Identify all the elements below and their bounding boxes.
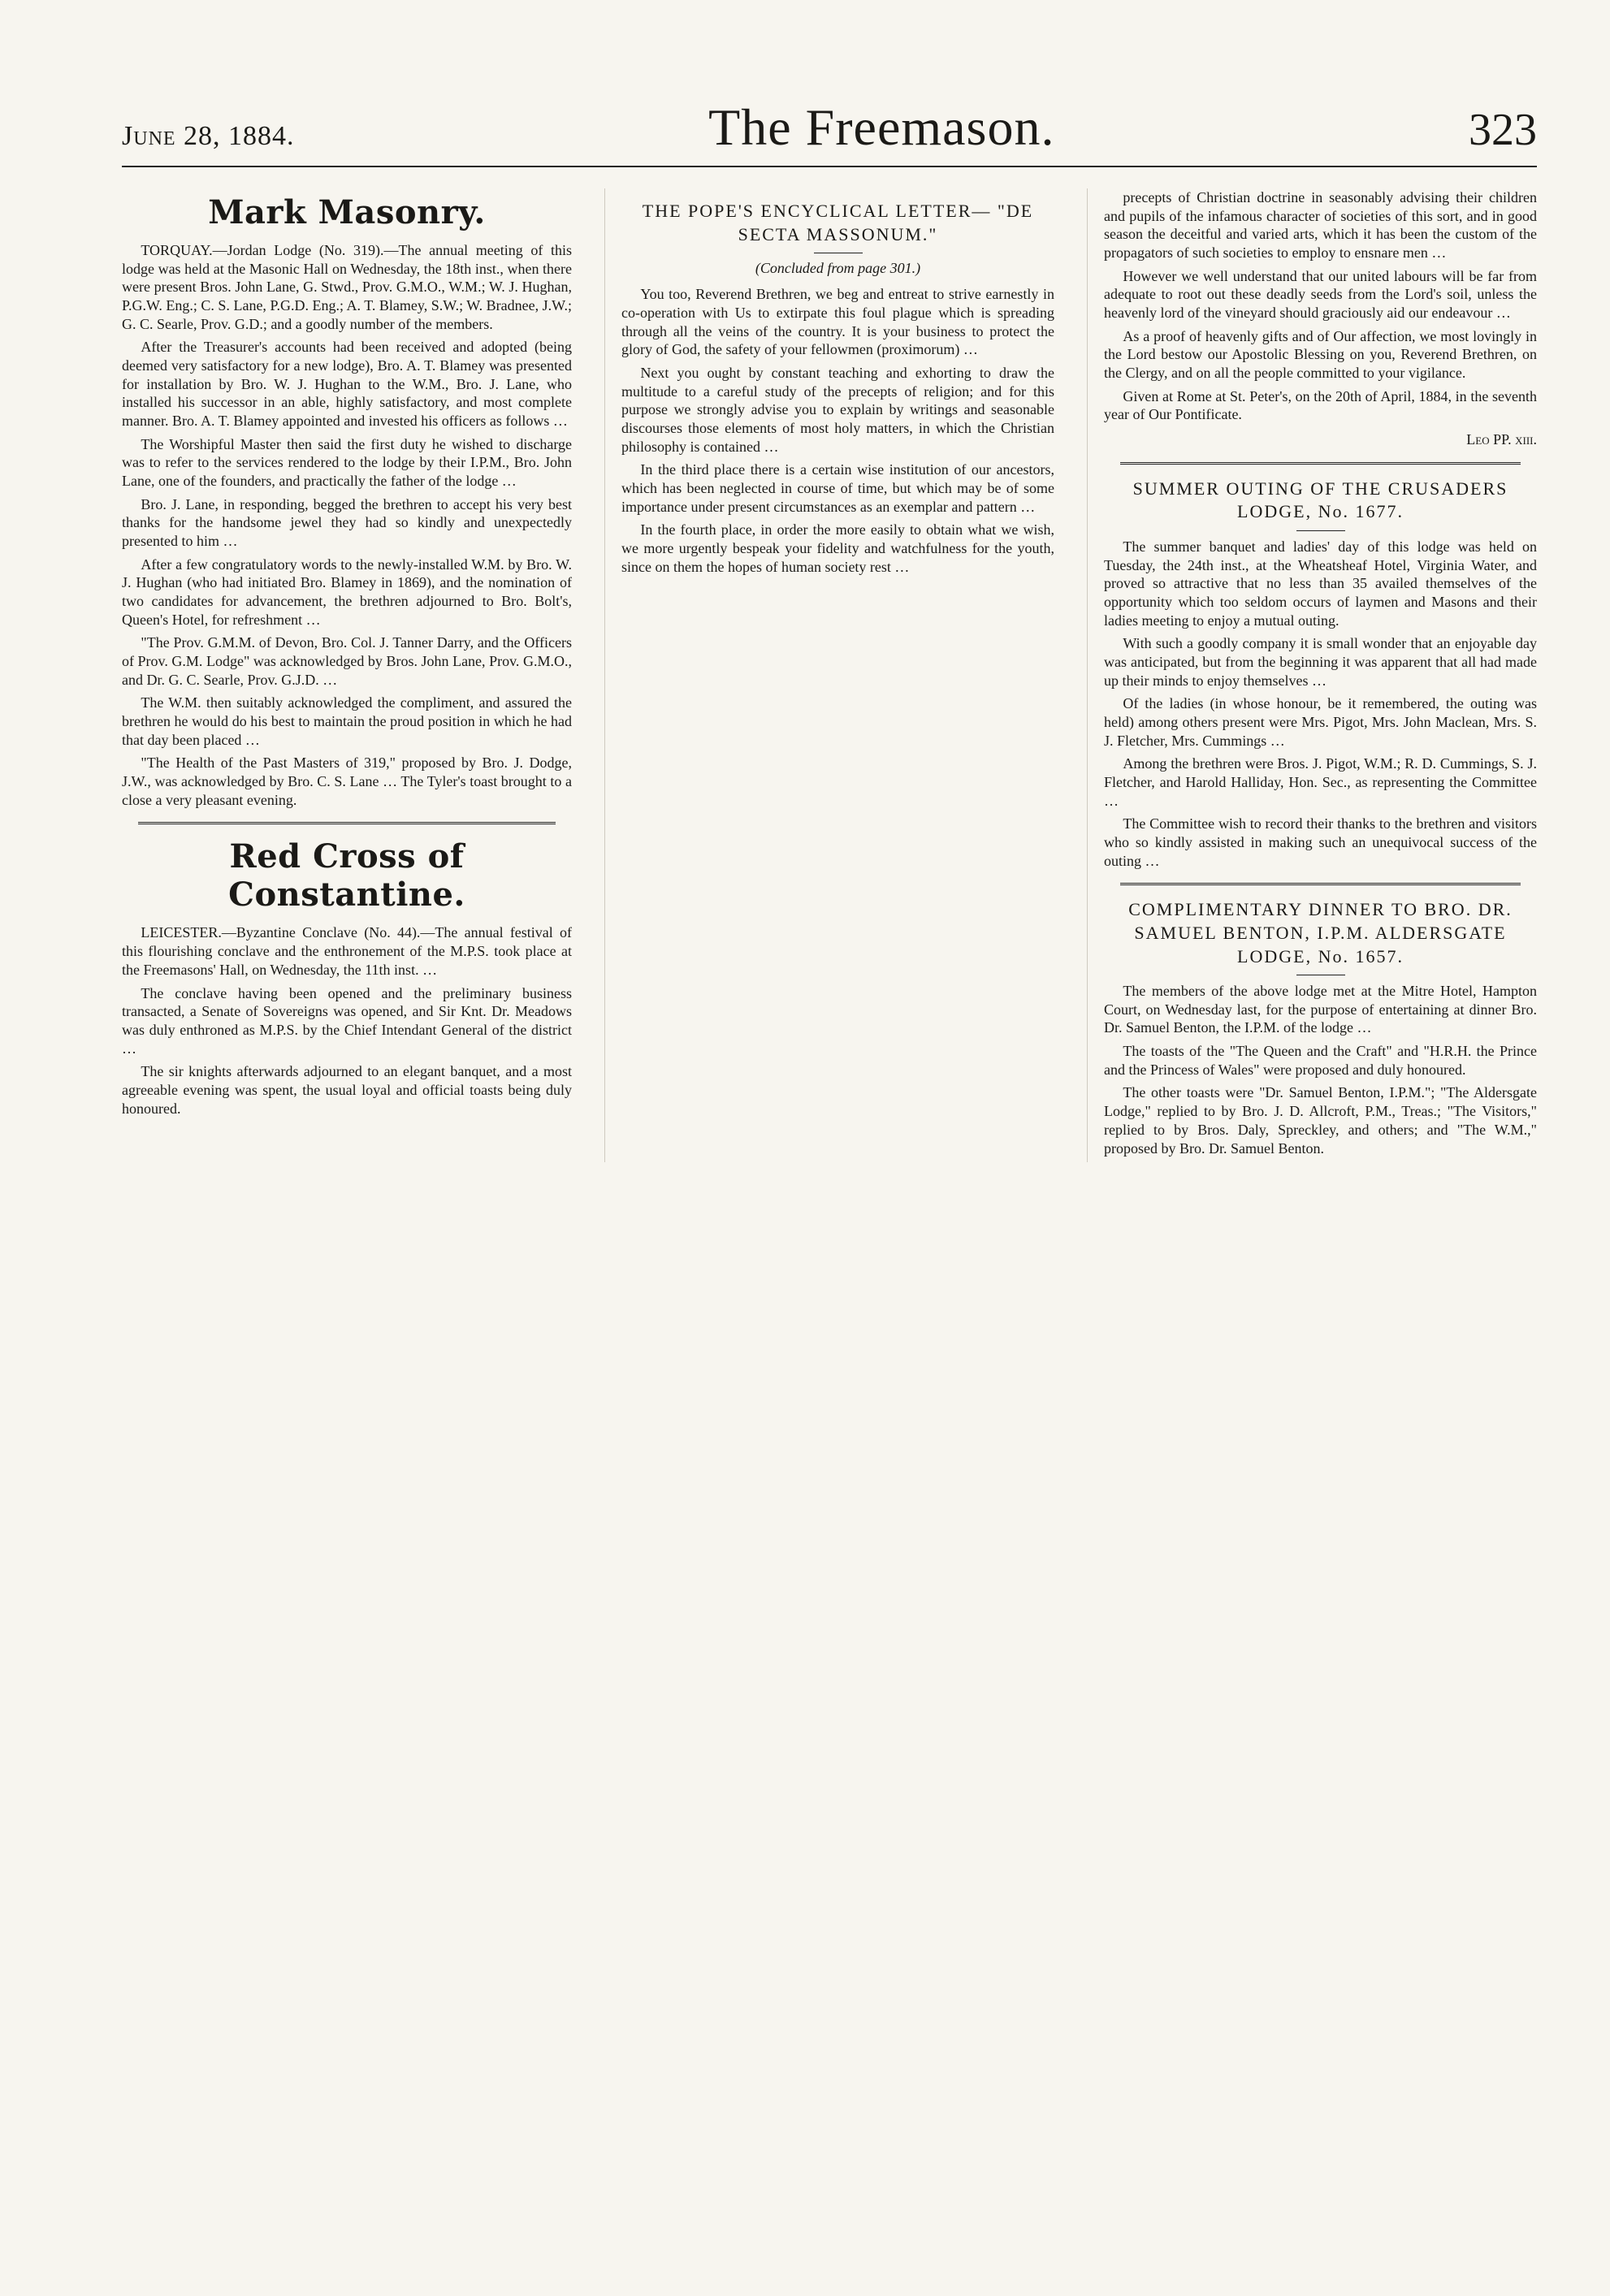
article-paragraph: The W.M. then suitably acknowledged the compliment, and assured the brethren he would do his best to maintain the proud position in which he had that day been placed … — [122, 694, 572, 748]
article-paragraph: LEICESTER.—Byzantine Conclave (No. 44).—The annual festival of this flourishing conclave and the enthronement of the M.P.S. took place at the Freemasons' Hall, on Wednesday, the 11th inst. … — [122, 924, 572, 978]
article-paragraph: However we well understand that our united labours will be far from adequate to root out these deadly seeds from the Lord's soil, unless the heavenly lord of the vineyard should graciously aid our endeavour … — [1104, 267, 1537, 322]
section-divider — [138, 822, 556, 824]
article-paragraph: With such a goodly company it is small wonder that an enjoyable day was anticipated, but from the beginning it was apparent that all had made up their minds to enjoy themselves … — [1104, 635, 1537, 689]
column-3 — [1087, 188, 1537, 1162]
red-cross-heading: Red Cross of Constantine. — [228, 837, 465, 915]
article-paragraph: "The Health of the Past Masters of 319," proposed by Bro. J. Dodge, J.W., was acknowledged by Bro. C. S. Lane … The Tyler's toast brought to a close a very pleasant evening. — [122, 755, 572, 808]
article-paragraph: Of the ladies (in whose honour, be it remembered, the outing was held) among others present were Mrs. Pigot, Mrs. John Maclean, Mrs. S. J. Fletcher, Mrs. Cummings … — [1104, 695, 1537, 749]
article-paragraph: The members of the above lodge met at the Mitre Hotel, Hampton Court, on Wednesday last, for the purpose of entertaining at dinner Bro. Dr. Samuel Benton, the I.P.M. of the lodge … — [1104, 983, 1537, 1036]
benton-dinner-heading: COMPLIMENTARY DINNER TO BRO. DR. SAMUEL BENTON, I.P.M. ALDERSGATE LODGE, No. 1657. — [1128, 899, 1513, 966]
publication-title: The Freemason. — [708, 98, 1055, 156]
article-paragraph: In the third place there is a certain wise institution of our ancestors, which has been neglected in course of time, but which may be of some importance under present circumstances as an exemplar and pattern … — [621, 461, 1054, 515]
column-2 — [604, 188, 1054, 1162]
article-paragraph: You too, Reverend Brethren, we beg and entreat to strive earnestly in co-operation with Us to extirpate this foul plague which is spreading through all the veins of the country. It is your business to protect the glory of God, the safety of your fellowmen (proximorum) … — [621, 286, 1054, 358]
article-paragraph: The sir knights afterwards adjourned to an elegant banquet, and a most agreeable evening was spent, the usual loyal and official toasts being duly honoured. — [122, 1063, 572, 1117]
benton-dinner-body — [1104, 982, 1537, 1157]
article-paragraph: Among the brethren were Bros. J. Pigot, W.M.; R. D. Cummings, S. J. Fletcher, and Harold Halliday, Hon. Sec., as representing the Committee … — [1104, 755, 1537, 809]
article-paragraph: Bro. J. Lane, in responding, begged the brethren to accept his very best thanks for the handsome jewel they had so kindly and unexpectedly presented to him … — [122, 495, 572, 550]
page-number: 323 — [1469, 105, 1537, 155]
article-paragraph: Next you ought by constant teaching and exhorting to draw the multitude to a careful study of the precepts of religion; and for this purpose we strongly advise you to explain by writings and seasonable discourses those elements of most holy matters, in which the Christian philosophy is contained … — [621, 364, 1054, 455]
column-1 — [122, 188, 572, 1162]
article-paragraph: Given at Rome at St. Peter's, on the 20th of April, 1884, in the seventh year of Our Pontificate. — [1104, 387, 1537, 423]
issue-date: June 28, 1884. — [122, 121, 295, 151]
article-paragraph: The other toasts were "Dr. Samuel Benton, I.P.M."; "The Aldersgate Lodge," replied to by Bro. J. D. Allcroft, P.M., Treas.; "The Visitors," replied to by Bros. Daly, Spreckley, and others; and "The W.M.," proposed by Bro. Dr. Samuel Benton. — [1104, 1084, 1537, 1157]
encyclical-continuation — [1104, 188, 1537, 424]
mark-masonry-heading: Mark Masonry. — [208, 193, 486, 231]
article-paragraph: "The Prov. G.M.M. of Devon, Bro. Col. J. Tanner Darry, and the Officers of Prov. G.M. Lodge" was acknowledged by Bros. John Lane, Prov. G.M.O., and Dr. G. C. Searle, Prov. G.J.D. … — [122, 634, 572, 688]
article-paragraph: After the Treasurer's accounts had been received and adopted (being deemed very satisfactory for a new lodge), Bro. A. T. Blamey was presented for installation by Bro. W. J. Hughan to the W.M., Bro. J. Lane, who installed his successor in an able, highly satisfactory, and most complete manner. Bro. A. T. Blamey appointed and invested his officers as follows … — [122, 339, 572, 430]
article-paragraph: The toasts of the "The Queen and the Craft" and "H.R.H. the Prince and the Princess of Wales" were proposed and duly honoured. — [1104, 1043, 1537, 1078]
article-paragraph: precepts of Christian doctrine in seasonably advising their children and pupils of the infamous character of societies of this sort, and in good season the deceitful and varied arts, which it has been the custom of the propagators of such societies to employ to ensnare men … — [1104, 189, 1537, 262]
crusaders-body — [1104, 538, 1537, 870]
section-divider — [1120, 883, 1521, 885]
article-paragraph: In the fourth place, in order the more easily to obtain what we wish, we more urgently bespeak your fidelity and watchfulness for the youth, since on them the hopes of human society rest … — [621, 521, 1054, 575]
article-paragraph: The Committee wish to record their thanks to the brethren and visitors who so kindly assisted in making such an unequivocal success of the outing … — [1104, 815, 1537, 869]
encyclical-body — [621, 285, 1054, 576]
heading-rule — [1296, 530, 1345, 531]
red-cross-body — [122, 923, 572, 1118]
masthead — [122, 97, 1537, 167]
article-paragraph: As a proof of heavenly gifts and of Our affection, we most lovingly in the Lord bestow our Apostolic Blessing on you, Reverend Brethren, on the Clergy, and on all the people committed to your vigilance. — [1104, 327, 1537, 382]
article-paragraph: The conclave having been opened and the preliminary business transacted, a Senate of Sovereigns was opened, and Sir Knt. Dr. Meadows was duly enthroned as M.P.S. by the Chief Intendant General of the district … — [122, 984, 572, 1057]
columns — [122, 188, 1537, 1162]
mark-masonry-body — [122, 241, 572, 809]
article-paragraph: The summer banquet and ladies' day of this lodge was held on Tuesday, the 24th inst., at the Wheatsheaf Hotel, Virginia Water, and proved so attractive that no less than 35 availed themselves of the opportunity which too seldom occurs of laymen and Masons and their ladies meeting to enjoy a mutual outing. — [1104, 538, 1537, 629]
crusaders-heading: SUMMER OUTING OF THE CRUSADERS LODGE, No. 1677. — [1132, 478, 1508, 522]
section-divider — [1120, 462, 1521, 465]
encyclical-heading: THE POPE'S ENCYCLICAL LETTER— "DE SECTA MASSONUM." — [642, 201, 1034, 244]
article-paragraph: TORQUAY.—Jordan Lodge (No. 319).—The annual meeting of this lodge was held at the Masonic Hall on Wednesday, the 18th inst., when there were present Bros. John Lane, G. Stwd., Prov. G.M.O., W.M.; W. J. Hughan, P.G.W. Eng.; C. S. Lane, P.G.D. Eng.; A. T. Blamey, S.W.; W. Bradnee, J.W.; G. C. Searle, Prov. G.D.; and a goodly number of the members. — [122, 242, 572, 332]
article-paragraph: After a few congratulatory words to the newly-installed W.M. by Bro. W. J. Hughan (who had initiated Bro. Blamey in 1869), and the nomination of two candidates for advancement, the brethren adjourned to Bro. Bolt's, Queen's Hotel, for refreshment … — [122, 556, 572, 628]
encyclical-subheading: (Concluded from page 301.) — [755, 260, 921, 277]
article-paragraph: The Worshipful Master then said the first duty he wished to discharge was to refer to the services rendered to the lodge by their I.P.M., Bro. John Lane, one of the founders, and practically the father of the lodge … — [122, 435, 572, 490]
encyclical-signature: Leo PP. xiii. — [1466, 431, 1537, 448]
